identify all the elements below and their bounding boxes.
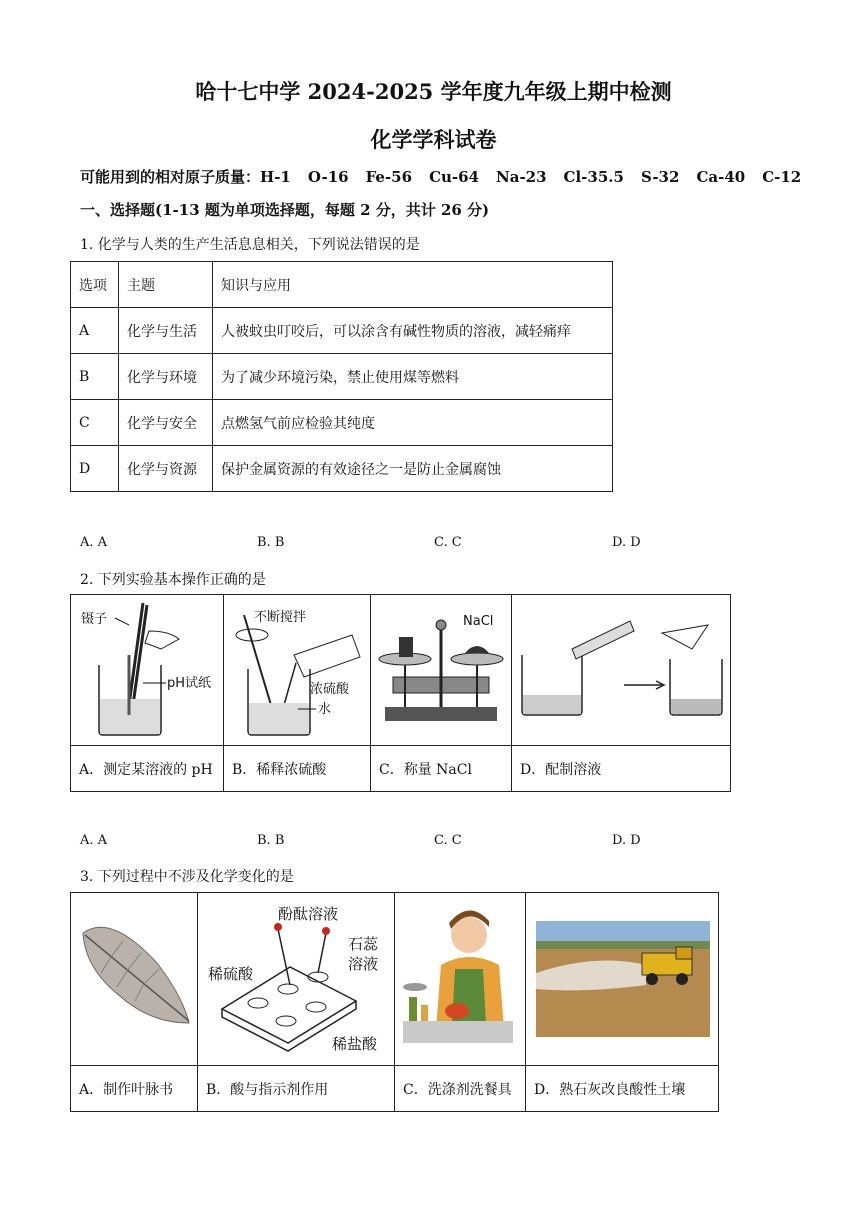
dilute-acid-figure (224, 595, 370, 741)
caption-row (71, 746, 731, 792)
question-1-table (70, 261, 613, 492)
atomic-masses-line (80, 166, 801, 187)
answer-option-b[interactable]: B. B (257, 833, 285, 848)
table-row (71, 446, 613, 492)
atomic-mass-item: S-32 (640, 168, 680, 186)
answer-option-d[interactable]: D. D (612, 833, 641, 848)
answer-option-d[interactable]: D. D (612, 535, 641, 550)
table-cell: 保护金属资源的有效途径之一是防止金属腐蚀 (213, 446, 613, 492)
figure-cell-a (71, 893, 198, 1066)
stirring-label: 不断搅拌 (254, 610, 307, 625)
figure-cell-d (526, 893, 719, 1066)
phenolphthalein-label: 酚酞溶液 (278, 905, 339, 923)
answer-option-c[interactable]: C. C (434, 833, 462, 848)
indicator-plate-figure (198, 893, 394, 1061)
figure-caption: C．称量 NaCl (371, 746, 512, 792)
question-2-stem: 2. 下列实验基本操作正确的是 (80, 572, 266, 588)
figure-cell-a (71, 595, 224, 746)
washing-dishes-figure (395, 893, 525, 1061)
atomic-mass-item: C-12 (762, 168, 802, 186)
caption-row (71, 1066, 719, 1112)
atomic-mass-item: Cu-64 (429, 168, 480, 186)
table-header-cell: 主题 (119, 262, 213, 308)
figure-caption: B．酸与指示剂作用 (198, 1066, 395, 1112)
balance-figure (371, 595, 511, 741)
figure-cell-b (198, 893, 395, 1066)
figure-cell-d (512, 595, 731, 746)
figure-cell-c (371, 595, 512, 746)
water-label: 水 (318, 702, 332, 717)
figure-caption: D．配制溶液 (512, 746, 731, 792)
atomic-mass-item: H-1 (260, 168, 291, 186)
table-cell: 化学与安全 (119, 400, 213, 446)
figure-caption: D．熟石灰改良酸性土壤 (526, 1066, 719, 1112)
table-cell: 化学与生活 (119, 308, 213, 354)
ph-test-figure (71, 595, 223, 741)
table-row (71, 400, 613, 446)
dil-sulfuric-label: 稀硫酸 (208, 965, 254, 983)
atomic-mass-item: Fe-56 (365, 168, 413, 186)
table-header-row (71, 262, 613, 308)
nacl-label: NaCl (463, 614, 494, 629)
table-cell: D (71, 446, 119, 492)
table-cell: 化学与资源 (119, 446, 213, 492)
table-cell: 点燃氢气前应检验其纯度 (213, 400, 613, 446)
figure-row (71, 595, 731, 746)
table-header-cell: 选项 (71, 262, 119, 308)
question-2-table (70, 594, 731, 792)
answer-option-a[interactable]: A. A (80, 833, 108, 848)
figure-caption: C．洗涤剂洗餐具 (395, 1066, 526, 1112)
table-cell: A (71, 308, 119, 354)
atomic-mass-item: Ca-40 (696, 168, 746, 186)
table-row (71, 354, 613, 400)
table-header-cell: 知识与应用 (213, 262, 613, 308)
prepare-solution-figure (512, 595, 730, 741)
question-1-stem: 1. 化学与人类的生产生活息息相关，下列说法错误的是 (80, 237, 420, 253)
atomic-mass-item: Cl-35.5 (563, 168, 624, 186)
leaf-vein-figure (71, 893, 197, 1061)
question-3-table (70, 892, 719, 1112)
exam-subtitle: 化学学科试卷 (370, 127, 497, 152)
figure-cell-c (395, 893, 526, 1066)
litmus-label-1: 石蕊 (348, 935, 379, 953)
answer-option-c[interactable]: C. C (434, 535, 462, 550)
dil-hcl-label: 稀盐酸 (332, 1035, 378, 1053)
figure-row (71, 893, 719, 1066)
conc-acid-label: 浓硫酸 (310, 682, 350, 697)
table-cell: B (71, 354, 119, 400)
atomic-mass-item: Na-23 (496, 168, 547, 186)
section-heading: 一、选择题(1-13 题为单项选择题，每题 2 分，共计 26 分) (80, 201, 490, 219)
table-cell: 为了减少环境污染，禁止使用煤等燃料 (213, 354, 613, 400)
atomic-masses-label: 可能用到的相对原子质量： (80, 168, 261, 186)
exam-title: 哈十七中学 2024-2025 学年度九年级上期中检测 (195, 79, 672, 104)
figure-caption: B．稀释浓硫酸 (224, 746, 371, 792)
tweezers-label: 镊子 (81, 612, 108, 627)
table-cell: C (71, 400, 119, 446)
ph-paper-label: pH试纸 (167, 676, 212, 691)
answer-option-b[interactable]: B. B (257, 535, 285, 550)
figure-cell-b (224, 595, 371, 746)
answer-option-a[interactable]: A. A (80, 535, 108, 550)
figure-caption: A．测定某溶液的 pH (71, 746, 224, 792)
figure-caption: A．制作叶脉书 (71, 1066, 198, 1112)
litmus-label-2: 溶液 (348, 955, 379, 973)
table-row (71, 308, 613, 354)
table-cell: 化学与环境 (119, 354, 213, 400)
atomic-mass-item: O-16 (307, 168, 349, 186)
question-3-stem: 3. 下列过程中不涉及化学变化的是 (80, 869, 294, 885)
table-cell: 人被蚊虫叮咬后，可以涂含有碱性物质的溶液，减轻痛痒 (213, 308, 613, 354)
lime-soil-figure (526, 893, 718, 1061)
